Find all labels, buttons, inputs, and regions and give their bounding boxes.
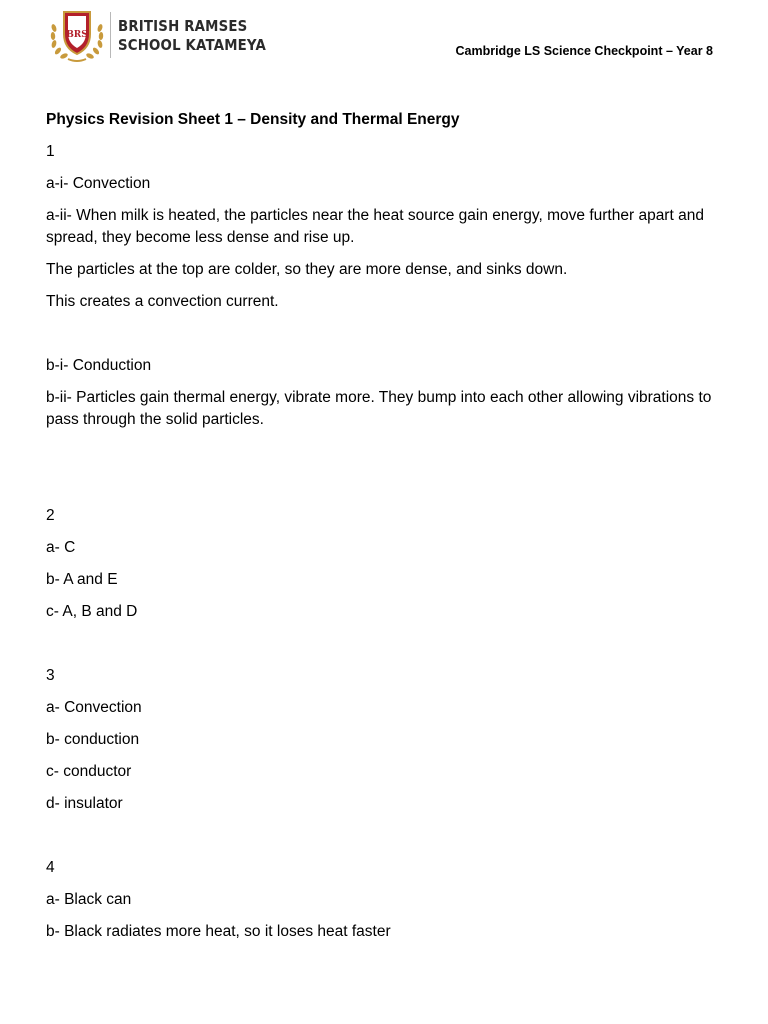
school-crest-icon [48,8,106,64]
q2-c: c- A, B and D [46,603,138,620]
spacer [46,633,736,665]
q1-a-ii-continued: The particles at the top are colder, so they are more dense, and sinks down. [46,261,568,278]
q1-a-ii: a-ii- When milk is heated, the particles near the heat source gain energy, move further apart and spread, they become less dense and rise up. [46,207,704,246]
q1-b-ii: b-ii- Particles gain thermal energy, vibrate more. They bump into each other allowing vibrations to pass through the solid particles. [46,389,712,428]
course-title: Cambridge LS Science Checkpoint – Year 8 [455,44,713,58]
sheet-title: Physics Revision Sheet 1 – Density and Thermal Energy [46,111,460,128]
q3-a: a- Convection [46,699,142,716]
q3-c: c- conductor [46,763,132,780]
school-logo [48,8,266,64]
school-name-line2: SCHOOL KATAMEYA [118,36,266,54]
question-3-number: 3 [46,667,55,684]
document-body [46,109,736,953]
crest-letters: BRS [66,30,88,40]
spacer [46,825,736,857]
q1-a-ii-end: This creates a convection current. [46,293,279,310]
q4-b: b- Black radiates more heat, so it loses heat faster [46,923,391,940]
question-1-number: 1 [46,143,55,160]
logo-divider [110,12,111,58]
school-name [118,17,266,55]
spacer [46,441,736,505]
q2-a: a- C [46,539,76,556]
q1-a-i: a-i- Convection [46,175,151,192]
q3-d: d- insulator [46,795,123,812]
school-name-line1: BRITISH RAMSES [118,17,248,35]
q4-a: a- Black can [46,891,132,908]
spacer [46,323,736,355]
question-2-number: 2 [46,507,55,524]
q1-b-i: b-i- Conduction [46,357,152,374]
q2-b: b- A and E [46,571,118,588]
q3-b: b- conduction [46,731,140,748]
question-4-number: 4 [46,859,55,876]
